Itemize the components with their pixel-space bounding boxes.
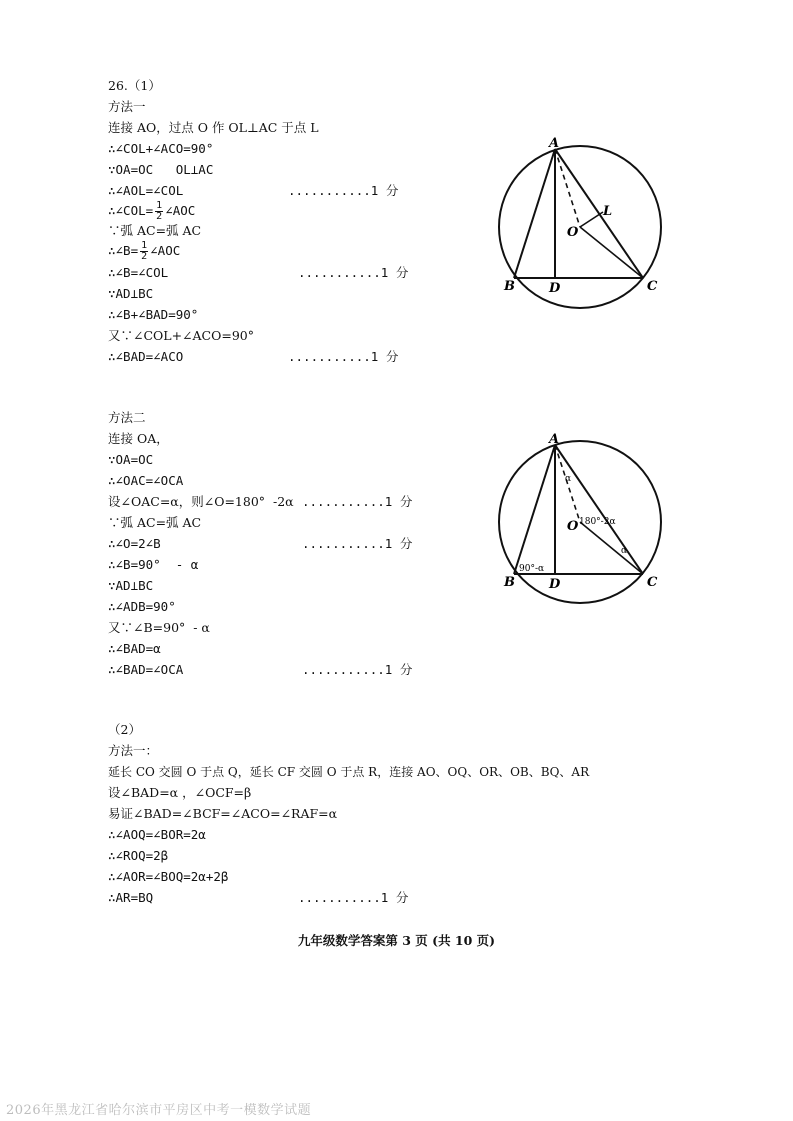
m1-line-2: ∴∠COL+∠ACO=90° <box>108 141 214 156</box>
m2-line-9: ∴∠ADB=90° <box>108 599 176 614</box>
m1-line-8: ∴∠B=∠COL <box>108 265 169 280</box>
score-mark-6: ...........1 分 <box>302 662 413 677</box>
p2-line-4: ∴∠AOQ=∠BOR=2α <box>108 827 206 842</box>
fraction-numerator: 1 <box>156 200 163 211</box>
label-d: D <box>549 281 561 296</box>
m2-line-10: 又∵∠B=90° - α <box>108 620 210 635</box>
m1-line-11: 又∵∠COL+∠ACO=90° <box>108 328 255 343</box>
m2-line-1: 连接 OA， <box>108 431 169 446</box>
label-b: B <box>504 279 515 294</box>
m2-line-6: ∴∠O=2∠B <box>108 536 161 551</box>
m1-line-6: ∵弧 AC=弧 AC <box>108 223 202 238</box>
m2-line-11: ∴∠BAD=α <box>108 641 161 656</box>
m2-line-2: ∵OA=OC <box>108 452 154 467</box>
p2-line-2: 设∠BAD=α ，∠OCF=β <box>108 785 252 800</box>
p2-line-7: ∴AR=BQ <box>108 890 154 905</box>
m2-line-12: ∴∠BAD=∠OCA <box>108 662 184 677</box>
figure-1-diagram <box>490 132 670 312</box>
label-c: C <box>647 279 658 294</box>
p2-line-3: 易证∠BAD=∠BCF=∠ACO=∠RAF=α <box>108 806 338 821</box>
page-footer: 九年级数学答案第 3 页 (共 10 页) <box>297 933 496 948</box>
part2-title: 方法一： <box>108 743 159 758</box>
label-o: O <box>567 225 579 240</box>
fraction-numerator-2: 1 <box>141 240 148 251</box>
p2-line-6: ∴∠AOR=∠BOQ=2α+2β <box>108 869 229 884</box>
segment-ol <box>580 212 603 227</box>
figure-2-diagram <box>490 428 670 608</box>
segment-ac-2 <box>555 445 643 574</box>
angle-alpha-c: α <box>621 546 628 556</box>
method1-title: 方法一 <box>108 99 146 114</box>
score-mark-7: ...........1 分 <box>298 890 409 905</box>
angle-center: 180°-2α <box>579 517 616 527</box>
m1-line-4: ∴∠AOL=∠COL <box>108 183 184 198</box>
p2-line-5: ∴∠ROQ=2β <box>108 848 169 863</box>
method2-title: 方法二 <box>108 410 146 425</box>
score-mark-5: ...........1 分 <box>302 536 413 551</box>
label-l: L <box>603 204 613 219</box>
segment-oc <box>580 227 643 278</box>
segment-oc-2 <box>580 522 643 574</box>
m1-line-5-start: ∴∠COL= <box>108 203 154 218</box>
angle-alpha-top: α <box>565 474 572 484</box>
label-d-2: D <box>549 577 561 592</box>
m1-line-9: ∵AD⊥BC <box>108 286 154 301</box>
m2-line-5: ∵弧 AC=弧 AC <box>108 515 202 530</box>
label-a-2: A <box>549 432 560 447</box>
m1-line-3: ∵OA=OC OL⊥AC <box>108 162 214 177</box>
score-mark-1: ...........1 分 <box>288 183 399 198</box>
m1-line-10: ∴∠B+∠BAD=90° <box>108 307 199 322</box>
fraction-denominator: 2 <box>156 211 163 222</box>
p2-line-1: 延长 CO 交圆 O 于点 Q，延长 CF 交圆 O 于点 R，连接 AO、OQ、OR、OB、BQ、AR <box>108 765 590 779</box>
m1-line-1: 连接 AO，过点 O 作 OL⊥AC 于点 L <box>108 120 319 135</box>
m2-line-3: ∴∠OAC=∠OCA <box>108 473 184 488</box>
score-mark-4: ...........1 分 <box>302 494 413 509</box>
m2-line-7: ∴∠B=90° - α <box>108 557 199 572</box>
half-fraction-2 <box>140 241 148 262</box>
label-b-2: B <box>504 575 515 590</box>
half-fraction <box>155 201 163 222</box>
segment-ab <box>514 149 555 278</box>
segment-ab-2 <box>514 445 555 574</box>
m1-line-5-end: ∠AOC <box>165 203 196 218</box>
m1-line-7-end: ∠AOC <box>150 243 181 258</box>
m1-line-12: ∴∠BAD=∠ACO <box>108 349 184 364</box>
label-c-2: C <box>647 575 658 590</box>
part2-number: （2） <box>108 722 141 737</box>
problem-number: 26.（1） <box>108 78 161 93</box>
label-o-2: O <box>567 519 579 534</box>
angle-b: 90°-α <box>519 564 545 574</box>
segment-ac <box>555 149 643 278</box>
score-mark-3: ...........1 分 <box>288 349 399 364</box>
m2-line-8: ∵AD⊥BC <box>108 578 154 593</box>
label-a: A <box>549 136 560 151</box>
m1-line-7 <box>108 238 180 264</box>
watermark: 2026年黑龙江省哈尔滨市平房区中考一模数学试题 <box>6 1103 312 1118</box>
fraction-denominator-2: 2 <box>141 251 148 262</box>
score-mark-2: ...........1 分 <box>298 265 409 280</box>
m1-line-7-start: ∴∠B= <box>108 243 139 258</box>
segment-ao-dashed <box>555 149 580 227</box>
m2-line-4: 设∠OAC=α，则∠O=180° -2α <box>108 494 294 509</box>
